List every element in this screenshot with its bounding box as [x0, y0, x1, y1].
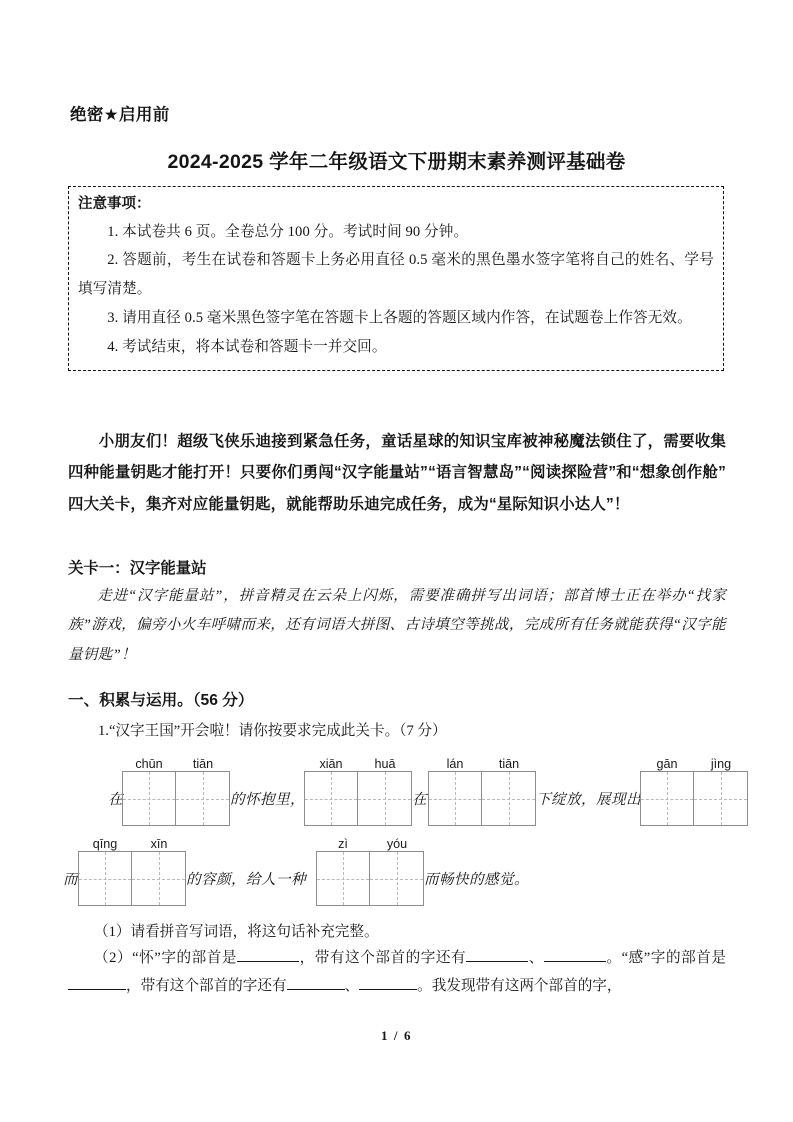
tianzige-cell[interactable]	[370, 852, 423, 905]
pinyin-label-row	[304, 753, 412, 771]
subquestion-2	[68, 944, 726, 1000]
subquestion-1: （1）请看拼音写词语，将这句话补充完整。	[94, 924, 379, 940]
subquestion-2-text-e: ，带有这个部首的字还有	[126, 978, 287, 995]
sentence-text: 在	[108, 792, 123, 808]
pinyin-label: qīng	[92, 837, 118, 852]
subquestion-2-text-c: 、	[528, 950, 544, 966]
subquestion-2-text-a: （2）“怀”字的部首是	[94, 950, 238, 966]
sentence-text: 在	[412, 792, 427, 808]
pinyin-label-row	[428, 753, 536, 771]
pinyin-write-group	[316, 833, 424, 906]
tianzige-box	[428, 771, 536, 826]
secret-label: 绝密★启用前	[70, 106, 170, 124]
subquestion-2-text-g: 。我发现带有这两个部首的字，	[417, 978, 622, 995]
answer-blank[interactable]	[68, 989, 126, 990]
pinyin-label: xiān	[319, 757, 343, 772]
tianzige-cell[interactable]	[482, 772, 535, 825]
notice-item: 4. 考试结束，将本试卷和答题卡一并交回。	[107, 338, 387, 355]
pinyin-label-row	[122, 753, 230, 771]
tianzige-box	[122, 771, 230, 826]
subquestion-2-text-d: 。“感”字的部首是	[605, 950, 726, 966]
notice-heading: 注意事项：	[78, 196, 151, 212]
tianzige-cell[interactable]	[317, 852, 370, 905]
subquestion-2-text-b: ，带有这个部首的字还有	[299, 950, 467, 966]
tianzige-box	[316, 851, 424, 906]
answer-blank[interactable]	[544, 961, 606, 962]
notice-box	[68, 186, 724, 371]
tianzige-cell[interactable]	[123, 772, 176, 825]
tianzige-cell[interactable]	[358, 772, 411, 825]
tianzige-cell[interactable]	[429, 772, 482, 825]
pinyin-grid-row	[0, 828, 793, 906]
intro-paragraph: 小朋友们！超级飞侠乐迪接到紧急任务，童话星球的知识宝库被神秘魔法锁住了，需要收集四种能量钥匙才能打开！只要你们勇闯“汉字能量站”“语言智慧岛”“阅读探险营”和“想象创作舱”四大关卡，集齐对应能量钥匙，就能帮助乐迪完成任务，成为“星际知识小达人”！	[68, 433, 726, 513]
pinyin-label: tiān	[192, 757, 214, 772]
pinyin-write-group	[640, 753, 748, 826]
pinyin-label: lán	[446, 757, 464, 772]
answer-blank[interactable]	[466, 961, 528, 962]
sentence-text: 而畅快的感觉。	[424, 872, 529, 888]
notice-item: 1. 本试卷共 6 页。全卷总分 100 分。考试时间 90 分钟。	[107, 223, 469, 240]
pinyin-label: huā	[374, 757, 396, 772]
sentence-text: 的怀抱里，	[230, 792, 305, 808]
pinyin-write-group	[304, 753, 412, 826]
pinyin-label: tiān	[498, 757, 520, 772]
pinyin-label-row	[78, 833, 186, 851]
page-footer: 1 / 6	[380, 1028, 413, 1043]
pinyin-write-group	[78, 833, 186, 906]
pinyin-label: zì	[338, 837, 348, 852]
answer-blank[interactable]	[359, 989, 417, 990]
answer-blank[interactable]	[237, 961, 299, 962]
level-description: 走进“汉字能量站”，拼音精灵在云朵上闪烁，需要准确拼写出词语；部首博士正在举办“找家族”游戏，偏旁小火车呼啸而来，还有词语大拼图、古诗填空等挑战，完成所有任务就能获得“汉字能量钥匙”！	[68, 588, 726, 663]
page-title: 2024-2025 学年二年级语文下册期末素养测评基础卷	[167, 151, 626, 173]
pinyin-write-group	[122, 753, 230, 826]
sentence-text: 的容颜，给人一种	[186, 872, 306, 888]
pinyin-label: gān	[656, 757, 678, 772]
pinyin-grid-row	[0, 748, 793, 826]
notice-item: 3. 请用直径 0.5 毫米黑色签字笔在答题卡上各题的答题区域内作答，在试题卷上作答无效。	[107, 309, 692, 326]
answer-blank[interactable]	[287, 989, 345, 990]
pinyin-label: yóu	[386, 837, 408, 852]
pinyin-label-row	[640, 753, 748, 771]
tianzige-cell[interactable]	[305, 772, 358, 825]
tianzige-cell[interactable]	[694, 772, 747, 825]
tianzige-box	[640, 771, 748, 826]
pinyin-label-row	[316, 833, 424, 851]
level-heading: 关卡一：汉字能量站	[68, 560, 207, 577]
pinyin-label: chūn	[135, 757, 163, 772]
sentence-text: 下绽放，展现出	[536, 792, 641, 808]
tianzige-cell[interactable]	[641, 772, 694, 825]
tianzige-cell[interactable]	[176, 772, 229, 825]
tianzige-box	[78, 851, 186, 906]
pinyin-label: xīn	[150, 837, 168, 852]
tianzige-cell[interactable]	[132, 852, 185, 905]
pinyin-label: jìng	[710, 757, 732, 772]
pinyin-write-group	[428, 753, 536, 826]
section-heading: 一、积累与运用。（56 分）	[68, 692, 254, 709]
question-1-prompt: 1.“汉字王国”开会啦！请你按要求完成此关卡。（7 分）	[98, 723, 447, 739]
tianzige-box	[304, 771, 412, 826]
subquestion-2-text-f: 、	[344, 978, 360, 995]
tianzige-cell[interactable]	[79, 852, 132, 905]
sentence-text: 而	[63, 872, 78, 888]
notice-item: 2. 答题前，考生在试卷和答题卡上务必用直径 0.5 毫米的黑色墨水签字笔将自己的姓名、学号填写清楚。	[78, 252, 714, 298]
